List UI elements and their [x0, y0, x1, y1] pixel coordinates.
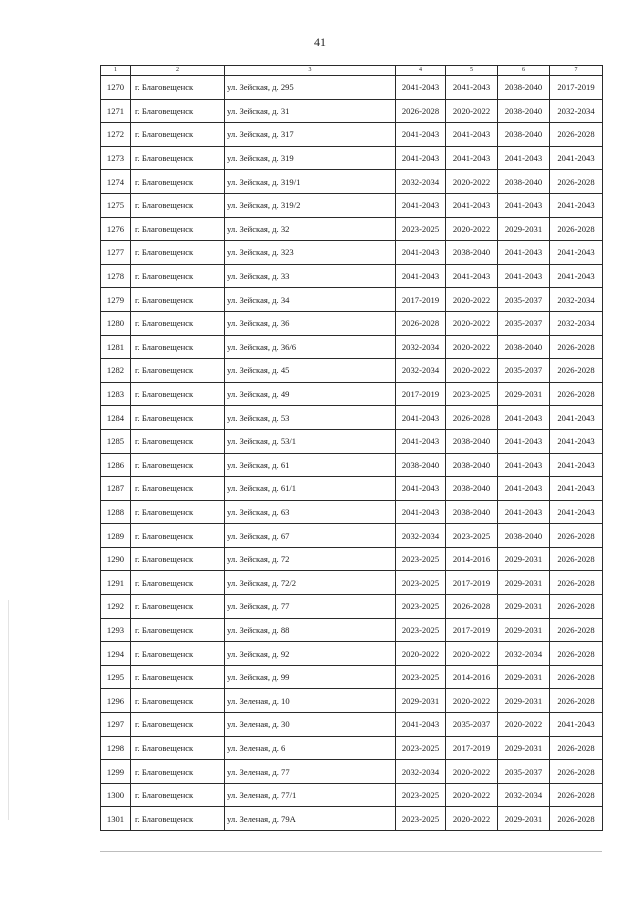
period-cell: 2023-2025	[396, 618, 446, 642]
address-cell: ул. Зеленая, д. 77	[225, 760, 396, 784]
repair-schedule-table	[100, 65, 603, 831]
city-cell: г. Благовещенск	[131, 335, 225, 359]
period-cell: 2020-2022	[446, 783, 498, 807]
address-cell: ул. Зейская, д. 319/1	[225, 170, 396, 194]
period-cell: 2041-2043	[396, 429, 446, 453]
period-cell: 2020-2022	[446, 642, 498, 666]
period-cell: 2038-2040	[446, 453, 498, 477]
address-cell: ул. Зейская, д. 99	[225, 665, 396, 689]
address-cell: ул. Зейская, д. 323	[225, 241, 396, 265]
city-cell: г. Благовещенск	[131, 595, 225, 619]
row-number: 1276	[101, 217, 131, 241]
city-cell: г. Благовещенск	[131, 359, 225, 383]
address-cell: ул. Зейская, д. 32	[225, 217, 396, 241]
period-cell: 2020-2022	[446, 359, 498, 383]
city-cell: г. Благовещенск	[131, 429, 225, 453]
table-row	[101, 429, 603, 453]
address-cell: ул. Зейская, д. 45	[225, 359, 396, 383]
period-cell: 2032-2034	[550, 99, 603, 123]
row-number: 1288	[101, 500, 131, 524]
address-cell: ул. Зейская, д. 88	[225, 618, 396, 642]
row-number: 1284	[101, 406, 131, 430]
table-row	[101, 193, 603, 217]
row-number: 1295	[101, 665, 131, 689]
row-number: 1292	[101, 595, 131, 619]
period-cell: 2023-2025	[396, 783, 446, 807]
page-number: 41	[314, 35, 326, 49]
table-row	[101, 406, 603, 430]
period-cell: 2032-2034	[396, 170, 446, 194]
period-cell: 2014-2016	[446, 547, 498, 571]
row-number: 1298	[101, 736, 131, 760]
period-cell: 2026-2028	[550, 382, 603, 406]
city-cell: г. Благовещенск	[131, 642, 225, 666]
period-cell: 2041-2043	[550, 193, 603, 217]
row-number: 1287	[101, 477, 131, 501]
city-cell: г. Благовещенск	[131, 453, 225, 477]
city-cell: г. Благовещенск	[131, 547, 225, 571]
table-row	[101, 146, 603, 170]
address-cell: ул. Зейская, д. 36/6	[225, 335, 396, 359]
period-cell: 2023-2025	[396, 571, 446, 595]
table-row	[101, 123, 603, 147]
address-cell: ул. Зейская, д. 61	[225, 453, 396, 477]
period-cell: 2020-2022	[498, 713, 550, 737]
row-number: 1281	[101, 335, 131, 359]
row-number: 1273	[101, 146, 131, 170]
column-number: 1	[101, 66, 131, 76]
period-cell: 2017-2019	[446, 571, 498, 595]
period-cell: 2029-2031	[498, 807, 550, 831]
period-cell: 2041-2043	[396, 241, 446, 265]
period-cell: 2026-2028	[550, 170, 603, 194]
city-cell: г. Благовещенск	[131, 123, 225, 147]
city-cell: г. Благовещенск	[131, 618, 225, 642]
period-cell: 2017-2019	[446, 618, 498, 642]
city-cell: г. Благовещенск	[131, 807, 225, 831]
period-cell: 2026-2028	[550, 689, 603, 713]
period-cell: 2026-2028	[550, 665, 603, 689]
period-cell: 2038-2040	[446, 500, 498, 524]
period-cell: 2023-2025	[396, 595, 446, 619]
table-row	[101, 783, 603, 807]
city-cell: г. Благовещенск	[131, 571, 225, 595]
city-cell: г. Благовещенск	[131, 288, 225, 312]
column-number: 4	[396, 66, 446, 76]
period-cell: 2038-2040	[446, 241, 498, 265]
table-row	[101, 76, 603, 100]
city-cell: г. Благовещенск	[131, 524, 225, 548]
table-row	[101, 618, 603, 642]
table-row	[101, 571, 603, 595]
period-cell: 2029-2031	[498, 547, 550, 571]
period-cell: 2026-2028	[550, 335, 603, 359]
period-cell: 2017-2019	[446, 736, 498, 760]
period-cell: 2026-2028	[550, 783, 603, 807]
row-number: 1291	[101, 571, 131, 595]
address-cell: ул. Зеленая, д. 79А	[225, 807, 396, 831]
period-cell: 2041-2043	[550, 477, 603, 501]
period-cell: 2029-2031	[498, 595, 550, 619]
row-number: 1278	[101, 264, 131, 288]
row-number: 1272	[101, 123, 131, 147]
row-number: 1297	[101, 713, 131, 737]
period-cell: 2023-2025	[446, 382, 498, 406]
table-row	[101, 311, 603, 335]
row-number: 1290	[101, 547, 131, 571]
period-cell: 2041-2043	[396, 123, 446, 147]
period-cell: 2032-2034	[396, 760, 446, 784]
period-cell: 2032-2034	[396, 335, 446, 359]
period-cell: 2041-2043	[550, 713, 603, 737]
period-cell: 2026-2028	[550, 524, 603, 548]
table-row	[101, 264, 603, 288]
period-cell: 2026-2028	[550, 123, 603, 147]
table-row	[101, 595, 603, 619]
row-number: 1289	[101, 524, 131, 548]
period-cell: 2041-2043	[396, 264, 446, 288]
period-cell: 2041-2043	[446, 264, 498, 288]
city-cell: г. Благовещенск	[131, 689, 225, 713]
period-cell: 2038-2040	[396, 453, 446, 477]
period-cell: 2041-2043	[498, 264, 550, 288]
city-cell: г. Благовещенск	[131, 170, 225, 194]
address-cell: ул. Зейская, д. 72/2	[225, 571, 396, 595]
bottom-rule	[100, 851, 602, 852]
period-cell: 2041-2043	[446, 193, 498, 217]
period-cell: 2029-2031	[498, 736, 550, 760]
row-number: 1270	[101, 76, 131, 100]
city-cell: г. Благовещенск	[131, 264, 225, 288]
period-cell: 2029-2031	[498, 217, 550, 241]
table-row	[101, 359, 603, 383]
period-cell: 2023-2025	[396, 665, 446, 689]
city-cell: г. Благовещенск	[131, 477, 225, 501]
city-cell: г. Благовещенск	[131, 76, 225, 100]
period-cell: 2026-2028	[550, 618, 603, 642]
address-cell: ул. Зейская, д. 61/1	[225, 477, 396, 501]
row-number: 1301	[101, 807, 131, 831]
row-number: 1271	[101, 99, 131, 123]
city-cell: г. Благовещенск	[131, 311, 225, 335]
city-cell: г. Благовещенск	[131, 241, 225, 265]
table-row	[101, 524, 603, 548]
period-cell: 2020-2022	[446, 170, 498, 194]
row-number: 1274	[101, 170, 131, 194]
period-cell: 2032-2034	[550, 311, 603, 335]
table-row	[101, 689, 603, 713]
period-cell: 2041-2043	[498, 429, 550, 453]
period-cell: 2026-2028	[396, 99, 446, 123]
period-cell: 2041-2043	[396, 406, 446, 430]
address-cell: ул. Зеленая, д. 77/1	[225, 783, 396, 807]
column-number-row	[101, 66, 603, 76]
period-cell: 2041-2043	[498, 193, 550, 217]
period-cell: 2014-2016	[446, 665, 498, 689]
period-cell: 2041-2043	[498, 500, 550, 524]
period-cell: 2026-2028	[446, 595, 498, 619]
period-cell: 2020-2022	[446, 689, 498, 713]
period-cell: 2041-2043	[550, 500, 603, 524]
period-cell: 2032-2034	[396, 359, 446, 383]
period-cell: 2041-2043	[498, 453, 550, 477]
period-cell: 2041-2043	[446, 123, 498, 147]
address-cell: ул. Зеленая, д. 10	[225, 689, 396, 713]
city-cell: г. Благовещенск	[131, 783, 225, 807]
column-number: 5	[446, 66, 498, 76]
address-cell: ул. Зейская, д. 53/1	[225, 429, 396, 453]
period-cell: 2020-2022	[446, 807, 498, 831]
city-cell: г. Благовещенск	[131, 736, 225, 760]
period-cell: 2041-2043	[446, 146, 498, 170]
address-cell: ул. Зейская, д. 72	[225, 547, 396, 571]
address-cell: ул. Зейская, д. 295	[225, 76, 396, 100]
address-cell: ул. Зеленая, д. 30	[225, 713, 396, 737]
period-cell: 2026-2028	[396, 311, 446, 335]
table-row	[101, 665, 603, 689]
period-cell: 2038-2040	[498, 123, 550, 147]
period-cell: 2026-2028	[550, 571, 603, 595]
table-row	[101, 335, 603, 359]
period-cell: 2041-2043	[550, 453, 603, 477]
address-cell: ул. Зейская, д. 49	[225, 382, 396, 406]
period-cell: 2029-2031	[498, 618, 550, 642]
period-cell: 2032-2034	[550, 288, 603, 312]
address-cell: ул. Зейская, д. 92	[225, 642, 396, 666]
column-number: 7	[550, 66, 603, 76]
address-cell: ул. Зеленая, д. 6	[225, 736, 396, 760]
city-cell: г. Благовещенск	[131, 146, 225, 170]
period-cell: 2032-2034	[498, 642, 550, 666]
scan-edge	[8, 600, 9, 820]
period-cell: 2023-2025	[396, 217, 446, 241]
row-number: 1294	[101, 642, 131, 666]
address-cell: ул. Зейская, д. 36	[225, 311, 396, 335]
address-cell: ул. Зейская, д. 63	[225, 500, 396, 524]
period-cell: 2038-2040	[498, 524, 550, 548]
row-number: 1299	[101, 760, 131, 784]
period-cell: 2035-2037	[498, 760, 550, 784]
period-cell: 2020-2022	[446, 217, 498, 241]
period-cell: 2041-2043	[498, 146, 550, 170]
period-cell: 2029-2031	[498, 689, 550, 713]
row-number: 1280	[101, 311, 131, 335]
period-cell: 2041-2043	[498, 406, 550, 430]
period-cell: 2041-2043	[550, 241, 603, 265]
column-number: 2	[131, 66, 225, 76]
table-row	[101, 477, 603, 501]
row-number: 1283	[101, 382, 131, 406]
row-number: 1285	[101, 429, 131, 453]
period-cell: 2041-2043	[550, 146, 603, 170]
row-number: 1277	[101, 241, 131, 265]
city-cell: г. Благовещенск	[131, 382, 225, 406]
period-cell: 2032-2034	[498, 783, 550, 807]
row-number: 1286	[101, 453, 131, 477]
period-cell: 2029-2031	[498, 571, 550, 595]
row-number: 1275	[101, 193, 131, 217]
period-cell: 2038-2040	[498, 170, 550, 194]
period-cell: 2026-2028	[550, 642, 603, 666]
period-cell: 2041-2043	[396, 193, 446, 217]
period-cell: 2020-2022	[446, 288, 498, 312]
period-cell: 2023-2025	[396, 736, 446, 760]
address-cell: ул. Зейская, д. 53	[225, 406, 396, 430]
table-row	[101, 642, 603, 666]
period-cell: 2026-2028	[550, 595, 603, 619]
city-cell: г. Благовещенск	[131, 406, 225, 430]
period-cell: 2035-2037	[498, 359, 550, 383]
period-cell: 2038-2040	[498, 99, 550, 123]
period-cell: 2041-2043	[550, 264, 603, 288]
period-cell: 2035-2037	[498, 311, 550, 335]
table-row	[101, 547, 603, 571]
table-row	[101, 170, 603, 194]
period-cell: 2041-2043	[396, 76, 446, 100]
row-number: 1300	[101, 783, 131, 807]
address-cell: ул. Зейская, д. 67	[225, 524, 396, 548]
period-cell: 2017-2019	[396, 382, 446, 406]
address-cell: ул. Зейская, д. 319	[225, 146, 396, 170]
table-row	[101, 500, 603, 524]
table-row	[101, 807, 603, 831]
column-number: 6	[498, 66, 550, 76]
period-cell: 2038-2040	[498, 335, 550, 359]
period-cell: 2026-2028	[446, 406, 498, 430]
period-cell: 2038-2040	[498, 76, 550, 100]
period-cell: 2041-2043	[446, 76, 498, 100]
period-cell: 2041-2043	[396, 146, 446, 170]
period-cell: 2032-2034	[396, 524, 446, 548]
period-cell: 2029-2031	[498, 382, 550, 406]
period-cell: 2023-2025	[396, 807, 446, 831]
period-cell: 2041-2043	[396, 500, 446, 524]
period-cell: 2026-2028	[550, 736, 603, 760]
city-cell: г. Благовещенск	[131, 193, 225, 217]
table-row	[101, 736, 603, 760]
period-cell: 2020-2022	[446, 311, 498, 335]
table-row	[101, 288, 603, 312]
table-row	[101, 241, 603, 265]
row-number: 1293	[101, 618, 131, 642]
period-cell: 2017-2019	[396, 288, 446, 312]
table-row	[101, 99, 603, 123]
period-cell: 2026-2028	[550, 217, 603, 241]
city-cell: г. Благовещенск	[131, 760, 225, 784]
address-cell: ул. Зейская, д. 319/2	[225, 193, 396, 217]
period-cell: 2041-2043	[498, 477, 550, 501]
period-cell: 2020-2022	[446, 335, 498, 359]
period-cell: 2023-2025	[396, 547, 446, 571]
period-cell: 2020-2022	[396, 642, 446, 666]
period-cell: 2026-2028	[550, 760, 603, 784]
row-number: 1282	[101, 359, 131, 383]
period-cell: 2026-2028	[550, 547, 603, 571]
table-row	[101, 713, 603, 737]
address-cell: ул. Зейская, д. 33	[225, 264, 396, 288]
city-cell: г. Благовещенск	[131, 713, 225, 737]
city-cell: г. Благовещенск	[131, 99, 225, 123]
period-cell: 2026-2028	[550, 359, 603, 383]
period-cell: 2020-2022	[446, 99, 498, 123]
period-cell: 2041-2043	[396, 477, 446, 501]
address-cell: ул. Зейская, д. 34	[225, 288, 396, 312]
period-cell: 2041-2043	[550, 406, 603, 430]
period-cell: 2041-2043	[498, 241, 550, 265]
city-cell: г. Благовещенск	[131, 500, 225, 524]
table-row	[101, 453, 603, 477]
row-number: 1279	[101, 288, 131, 312]
city-cell: г. Благовещенск	[131, 217, 225, 241]
address-cell: ул. Зейская, д. 77	[225, 595, 396, 619]
table-row	[101, 217, 603, 241]
address-cell: ул. Зейская, д. 31	[225, 99, 396, 123]
city-cell: г. Благовещенск	[131, 665, 225, 689]
period-cell: 2035-2037	[498, 288, 550, 312]
table-row	[101, 382, 603, 406]
period-cell: 2035-2037	[446, 713, 498, 737]
period-cell: 2038-2040	[446, 477, 498, 501]
column-number: 3	[225, 66, 396, 76]
period-cell: 2017-2019	[550, 76, 603, 100]
period-cell: 2029-2031	[396, 689, 446, 713]
period-cell: 2038-2040	[446, 429, 498, 453]
period-cell: 2029-2031	[498, 665, 550, 689]
period-cell: 2023-2025	[446, 524, 498, 548]
period-cell: 2041-2043	[550, 429, 603, 453]
address-cell: ул. Зейская, д. 317	[225, 123, 396, 147]
period-cell: 2026-2028	[550, 807, 603, 831]
period-cell: 2020-2022	[446, 760, 498, 784]
row-number: 1296	[101, 689, 131, 713]
period-cell: 2041-2043	[396, 713, 446, 737]
table-row	[101, 760, 603, 784]
